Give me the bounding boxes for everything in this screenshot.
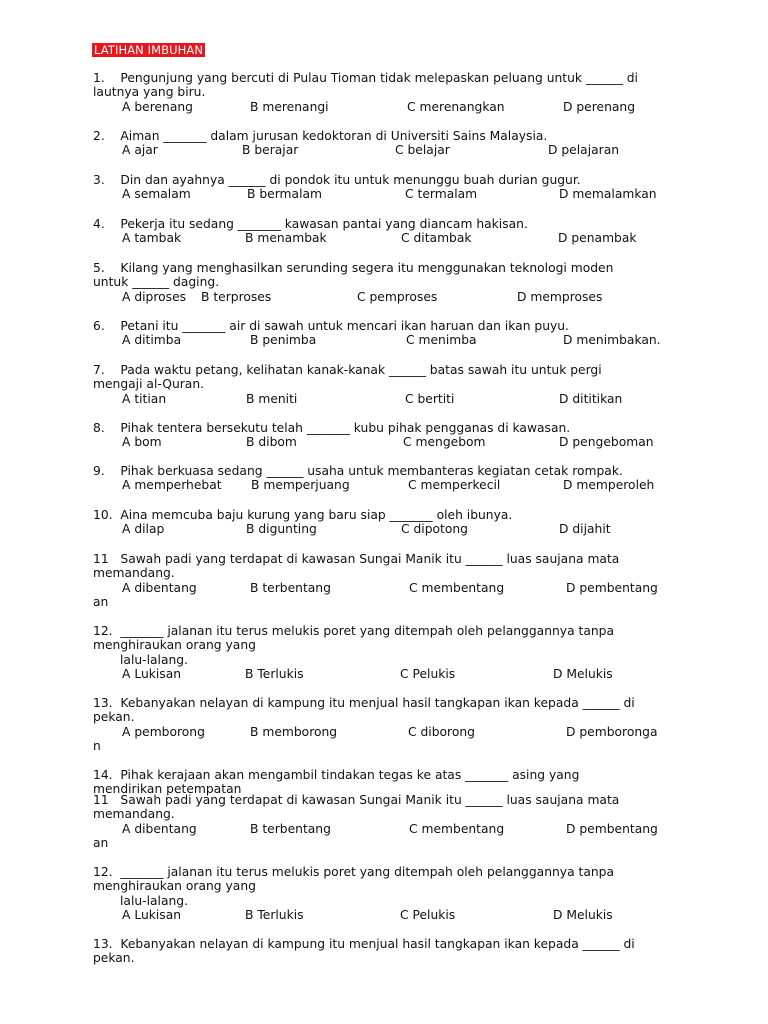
option-b[interactable]: B dibom (246, 435, 297, 450)
option-b[interactable]: B memborong (250, 724, 338, 739)
question-text-line2: mengaji al-Quran. (93, 377, 205, 392)
options-row (93, 908, 693, 922)
question-text-line2: pekan. (93, 710, 135, 725)
option-a[interactable]: A berenang (122, 99, 193, 114)
question-11 (93, 552, 693, 609)
page-title: LATIHAN IMBUHAN (94, 43, 204, 57)
options-row (93, 822, 693, 836)
options-row (93, 478, 693, 492)
question-text-line2: pekan. (93, 951, 135, 966)
question-text: Sawah padi yang terdapat di kawasan Sungai Manik itu ______ luas saujana mata (120, 552, 620, 566)
question-text-line2: memandang. (93, 566, 175, 581)
option-a[interactable]: A dibentang (122, 580, 197, 595)
question-number: 8. (93, 421, 105, 435)
option-c[interactable]: C bertiti (405, 391, 455, 406)
options-row (93, 725, 693, 739)
question-4 (93, 217, 693, 246)
question-number: 3. (93, 173, 105, 187)
question-6 (93, 319, 693, 348)
question-text-line3: lalu-lalang. (120, 652, 189, 667)
option-a[interactable]: A Lukisan (122, 907, 182, 922)
question-text-line2: memandang. (93, 807, 175, 822)
option-a[interactable]: A Lukisan (122, 666, 182, 681)
question-text: Pekerja itu sedang _______ kawasan pantai yang diancam hakisan. (120, 217, 528, 231)
option-d[interactable]: D memproses (517, 289, 603, 304)
question-7 (93, 363, 693, 406)
question-text: Petani itu _______ air di sawah untuk mencari ikan haruan dan ikan puyu. (120, 319, 569, 333)
option-b[interactable]: B terproses (201, 289, 272, 304)
question-text: Aina memcuba baju kurung yang baru siap _______ oleh ibunya. (120, 508, 513, 522)
option-a[interactable]: A memperhebat (122, 478, 222, 493)
option-a[interactable]: A diproses (122, 289, 187, 304)
option-d[interactable]: D pembentang (566, 580, 658, 595)
question-text: Sawah padi yang terdapat di kawasan Sungai Manik itu ______ luas saujana mata (120, 793, 620, 807)
question-12-duplicate (93, 865, 693, 922)
question-text: Kebanyakan nelayan di kampung itu menjual hasil tangkapan ikan kepada ______ di (120, 696, 635, 710)
options-row (93, 667, 693, 681)
option-c[interactable]: C ditambak (401, 231, 472, 246)
option-b[interactable]: B Terlukis (245, 666, 304, 681)
question-number: 5. (93, 261, 105, 275)
question-number: 6. (93, 319, 105, 333)
question-2 (93, 129, 693, 158)
option-d[interactable]: D pengeboman (559, 435, 654, 450)
question-8 (93, 421, 693, 450)
question-text: Pihak tentera bersekutu telah _______ kubu pihak pengganas di kawasan. (120, 421, 571, 435)
question-5 (93, 261, 693, 304)
option-c[interactable]: C mengebom (403, 435, 486, 450)
question-1 (93, 71, 693, 114)
option-d[interactable]: D menimbakan. (563, 333, 661, 348)
option-d[interactable]: D memalamkan (559, 187, 657, 202)
option-d[interactable]: D pemboronga (566, 724, 658, 739)
question-number: 2. (93, 129, 105, 143)
option-a[interactable]: A tambak (122, 231, 182, 246)
question-number: 11 (93, 793, 109, 807)
option-c[interactable]: C membentang (409, 821, 505, 836)
question-text: Pihak berkuasa sedang ______ usaha untuk membanteras kegiatan cetak rompak. (120, 464, 623, 478)
option-b[interactable]: B merenangi (250, 99, 329, 114)
option-d[interactable]: D perenang (563, 99, 636, 114)
question-11-duplicate (93, 793, 693, 850)
question-number: 9. (93, 464, 105, 478)
option-d[interactable]: D pembentang (566, 821, 658, 836)
option-c[interactable]: C Pelukis (400, 907, 456, 922)
option-c[interactable]: C diborong (408, 724, 475, 739)
option-a[interactable]: A dilap (122, 522, 165, 537)
question-text: Pada waktu petang, kelihatan kanak-kanak ______ batas sawah itu untuk pergi (120, 363, 602, 377)
question-text-line2: menghiraukan orang yang (93, 638, 256, 653)
question-number: 13. (93, 937, 113, 951)
options-row (93, 187, 693, 201)
question-number: 7. (93, 363, 105, 377)
option-c[interactable]: C memperkecil (408, 478, 501, 493)
option-c[interactable]: C pemproses (357, 289, 438, 304)
option-b[interactable]: B terbentang (250, 580, 331, 595)
question-number: 4. (93, 217, 105, 231)
option-c[interactable]: C Pelukis (400, 666, 456, 681)
option-b[interactable]: B digunting (246, 522, 317, 537)
option-a[interactable]: A dibentang (122, 821, 197, 836)
question-text: Pihak kerajaan akan mengambil tindakan tegas ke atas _______ asing yang (120, 768, 580, 782)
options-row (93, 333, 693, 347)
question-number: 10. (93, 508, 113, 522)
option-c[interactable]: C menimba (406, 333, 477, 348)
option-d[interactable]: D penambak (558, 231, 637, 246)
question-number: 13. (93, 696, 113, 710)
question-text-line2: menghiraukan orang yang (93, 879, 256, 894)
question-text: _______ jalanan itu terus melukis poret yang ditempah oleh pelanggannya tanpa (120, 865, 615, 879)
question-text: Pengunjung yang bercuti di Pulau Tioman tidak melepaskan peluang untuk ______ di (120, 71, 638, 85)
question-text: Kilang yang menghasilkan serunding segera itu menggunakan teknologi moden (120, 261, 614, 275)
option-b[interactable]: B meniti (246, 391, 298, 406)
option-d-wrap: n (93, 738, 101, 753)
question-number: 14. (93, 768, 113, 782)
options-row (93, 290, 693, 304)
option-a[interactable]: A ajar (122, 143, 158, 158)
option-c[interactable]: C termalam (405, 187, 478, 202)
options-row (93, 143, 693, 157)
option-a[interactable]: A bom (122, 435, 162, 450)
option-b[interactable]: B berajar (242, 143, 299, 158)
option-d-wrap: an (93, 594, 109, 609)
question-text: Kebanyakan nelayan di kampung itu menjual hasil tangkapan ikan kepada ______ di (120, 937, 635, 951)
option-b[interactable]: B memperjuang (251, 478, 350, 493)
option-c[interactable]: C membentang (409, 580, 505, 595)
question-13-duplicate (93, 937, 693, 966)
question-12 (93, 624, 693, 681)
option-d[interactable]: D dijahit (559, 522, 611, 537)
question-9 (93, 464, 693, 493)
question-number: 12. (93, 865, 113, 879)
option-a[interactable]: A ditimba (122, 333, 182, 348)
question-text: Din dan ayahnya ______ di pondok itu untuk menunggu buah durian gugur. (120, 173, 581, 187)
options-row (93, 522, 693, 536)
option-a[interactable]: A titian (122, 391, 167, 406)
question-text: Aiman _______ dalam jurusan kedoktoran di Universiti Sains Malaysia. (120, 129, 548, 143)
options-row (93, 435, 693, 449)
question-text-line2: mendirikan petempatan (93, 782, 242, 797)
option-c[interactable]: C merenangkan (407, 99, 505, 114)
option-b[interactable]: B menambak (245, 231, 327, 246)
options-row (93, 581, 693, 595)
question-13 (93, 696, 693, 753)
option-c[interactable]: C belajar (395, 143, 450, 158)
question-text-line2: lautnya yang biru. (93, 85, 206, 100)
question-number: 12. (93, 624, 113, 638)
question-number: 11 (93, 552, 109, 566)
option-d[interactable]: D pelajaran (548, 143, 620, 158)
option-d[interactable]: D memperoleh (563, 478, 655, 493)
option-b[interactable]: B bermalam (247, 187, 323, 202)
question-number: 1. (93, 71, 105, 85)
question-10 (93, 508, 693, 537)
question-3 (93, 173, 693, 202)
option-b[interactable]: B terbentang (250, 821, 331, 836)
question-text-line3: lalu-lalang. (120, 893, 189, 908)
option-a[interactable]: A pemborong (122, 724, 205, 739)
options-row (93, 100, 693, 114)
option-b[interactable]: B Terlukis (245, 907, 304, 922)
options-row (93, 231, 693, 245)
options-row (93, 392, 693, 406)
option-d[interactable]: D Melukis (553, 666, 613, 681)
question-text-line2: untuk ______ daging. (93, 275, 220, 290)
option-d[interactable]: D dititikan (559, 391, 623, 406)
option-b[interactable]: B penimba (250, 333, 317, 348)
option-a[interactable]: A semalam (122, 187, 191, 202)
option-d-wrap: an (93, 835, 109, 850)
option-d[interactable]: D Melukis (553, 907, 613, 922)
option-c[interactable]: C dipotong (401, 522, 468, 537)
question-text: _______ jalanan itu terus melukis poret yang ditempah oleh pelanggannya tanpa (120, 624, 615, 638)
